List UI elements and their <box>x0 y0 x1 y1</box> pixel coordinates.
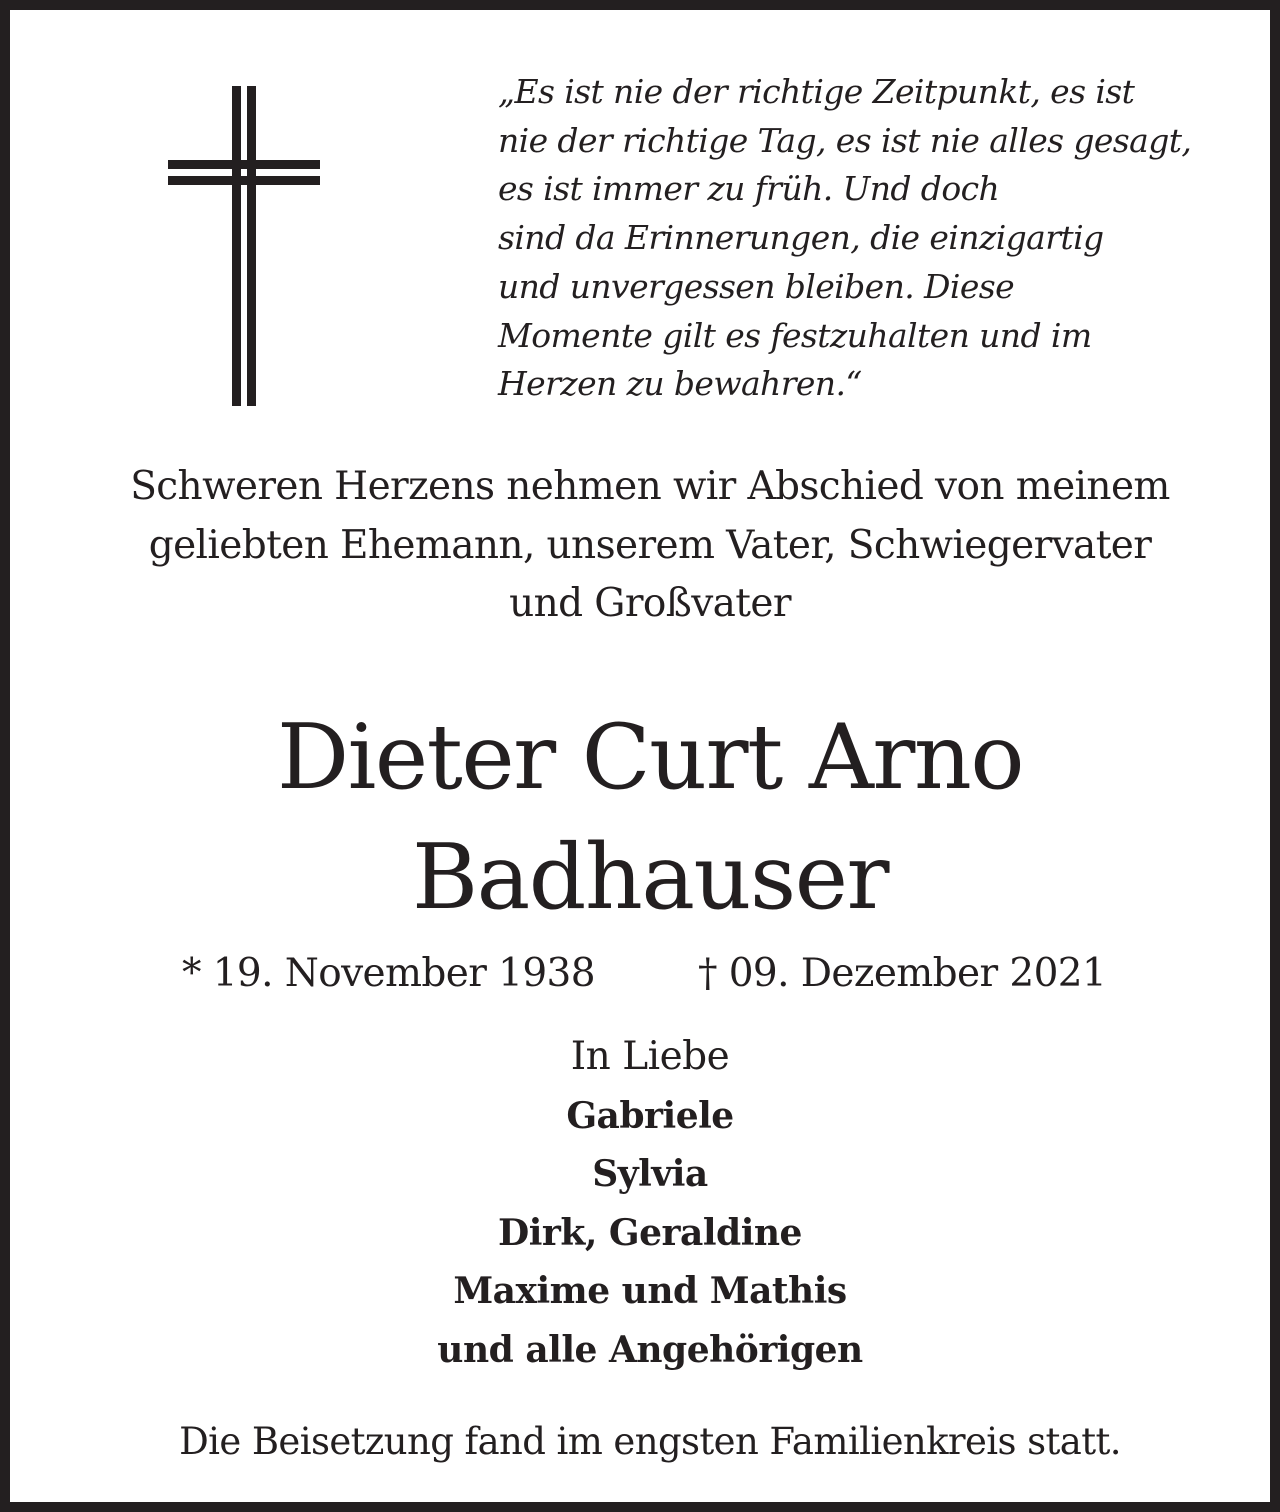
birth-date: * 19. November 1938 <box>182 951 595 996</box>
memorial-quote <box>498 68 1218 409</box>
quote-line: und unvergessen bleiben. Diese <box>498 266 1015 306</box>
cross-icon <box>168 86 320 406</box>
deceased-surname: Badhauser <box>412 825 888 930</box>
quote-line: nie der richtige Tag, es ist nie alles gesagt, <box>498 120 1192 160</box>
life-dates <box>10 946 1270 1002</box>
farewell-line: Schweren Herzens nehmen wir Abschied von meinem <box>130 464 1170 509</box>
farewell-line: geliebten Ehemann, unserem Vater, Schwiegervater <box>148 522 1152 568</box>
mourner-name: Dirk, Geraldine <box>498 1211 802 1254</box>
quote-line: Herzen zu bewahren.“ <box>498 364 862 404</box>
mourners-greeting: In Liebe <box>570 1034 730 1079</box>
quote-line: sind da Erinnerungen, die einzigartig <box>498 218 1104 258</box>
quote-line: „Es ist nie der richtige Zeitpunkt, es ist <box>498 72 1135 111</box>
deceased-name <box>70 698 1230 938</box>
deceased-given-names: Dieter Curt Arno <box>276 705 1024 810</box>
quote-line: es ist immer zu früh. Und doch <box>498 169 1000 209</box>
mourner-name: Gabriele <box>566 1094 734 1137</box>
mourner-name: und alle Angehörigen <box>437 1328 863 1371</box>
mourner-name: Sylvia <box>592 1153 708 1195</box>
burial-note: Die Beisetzung fand im engsten Familienkreis statt. <box>179 1420 1121 1463</box>
mourner-name: Maxime und Mathis <box>453 1270 847 1312</box>
farewell-line: und Großvater <box>509 581 791 626</box>
quote-line: Momente gilt es festzuhalten und im <box>498 315 1092 355</box>
farewell-text <box>70 458 1230 634</box>
mourners <box>70 1028 1230 1379</box>
death-date: † 09. Dezember 2021 <box>698 951 1107 996</box>
